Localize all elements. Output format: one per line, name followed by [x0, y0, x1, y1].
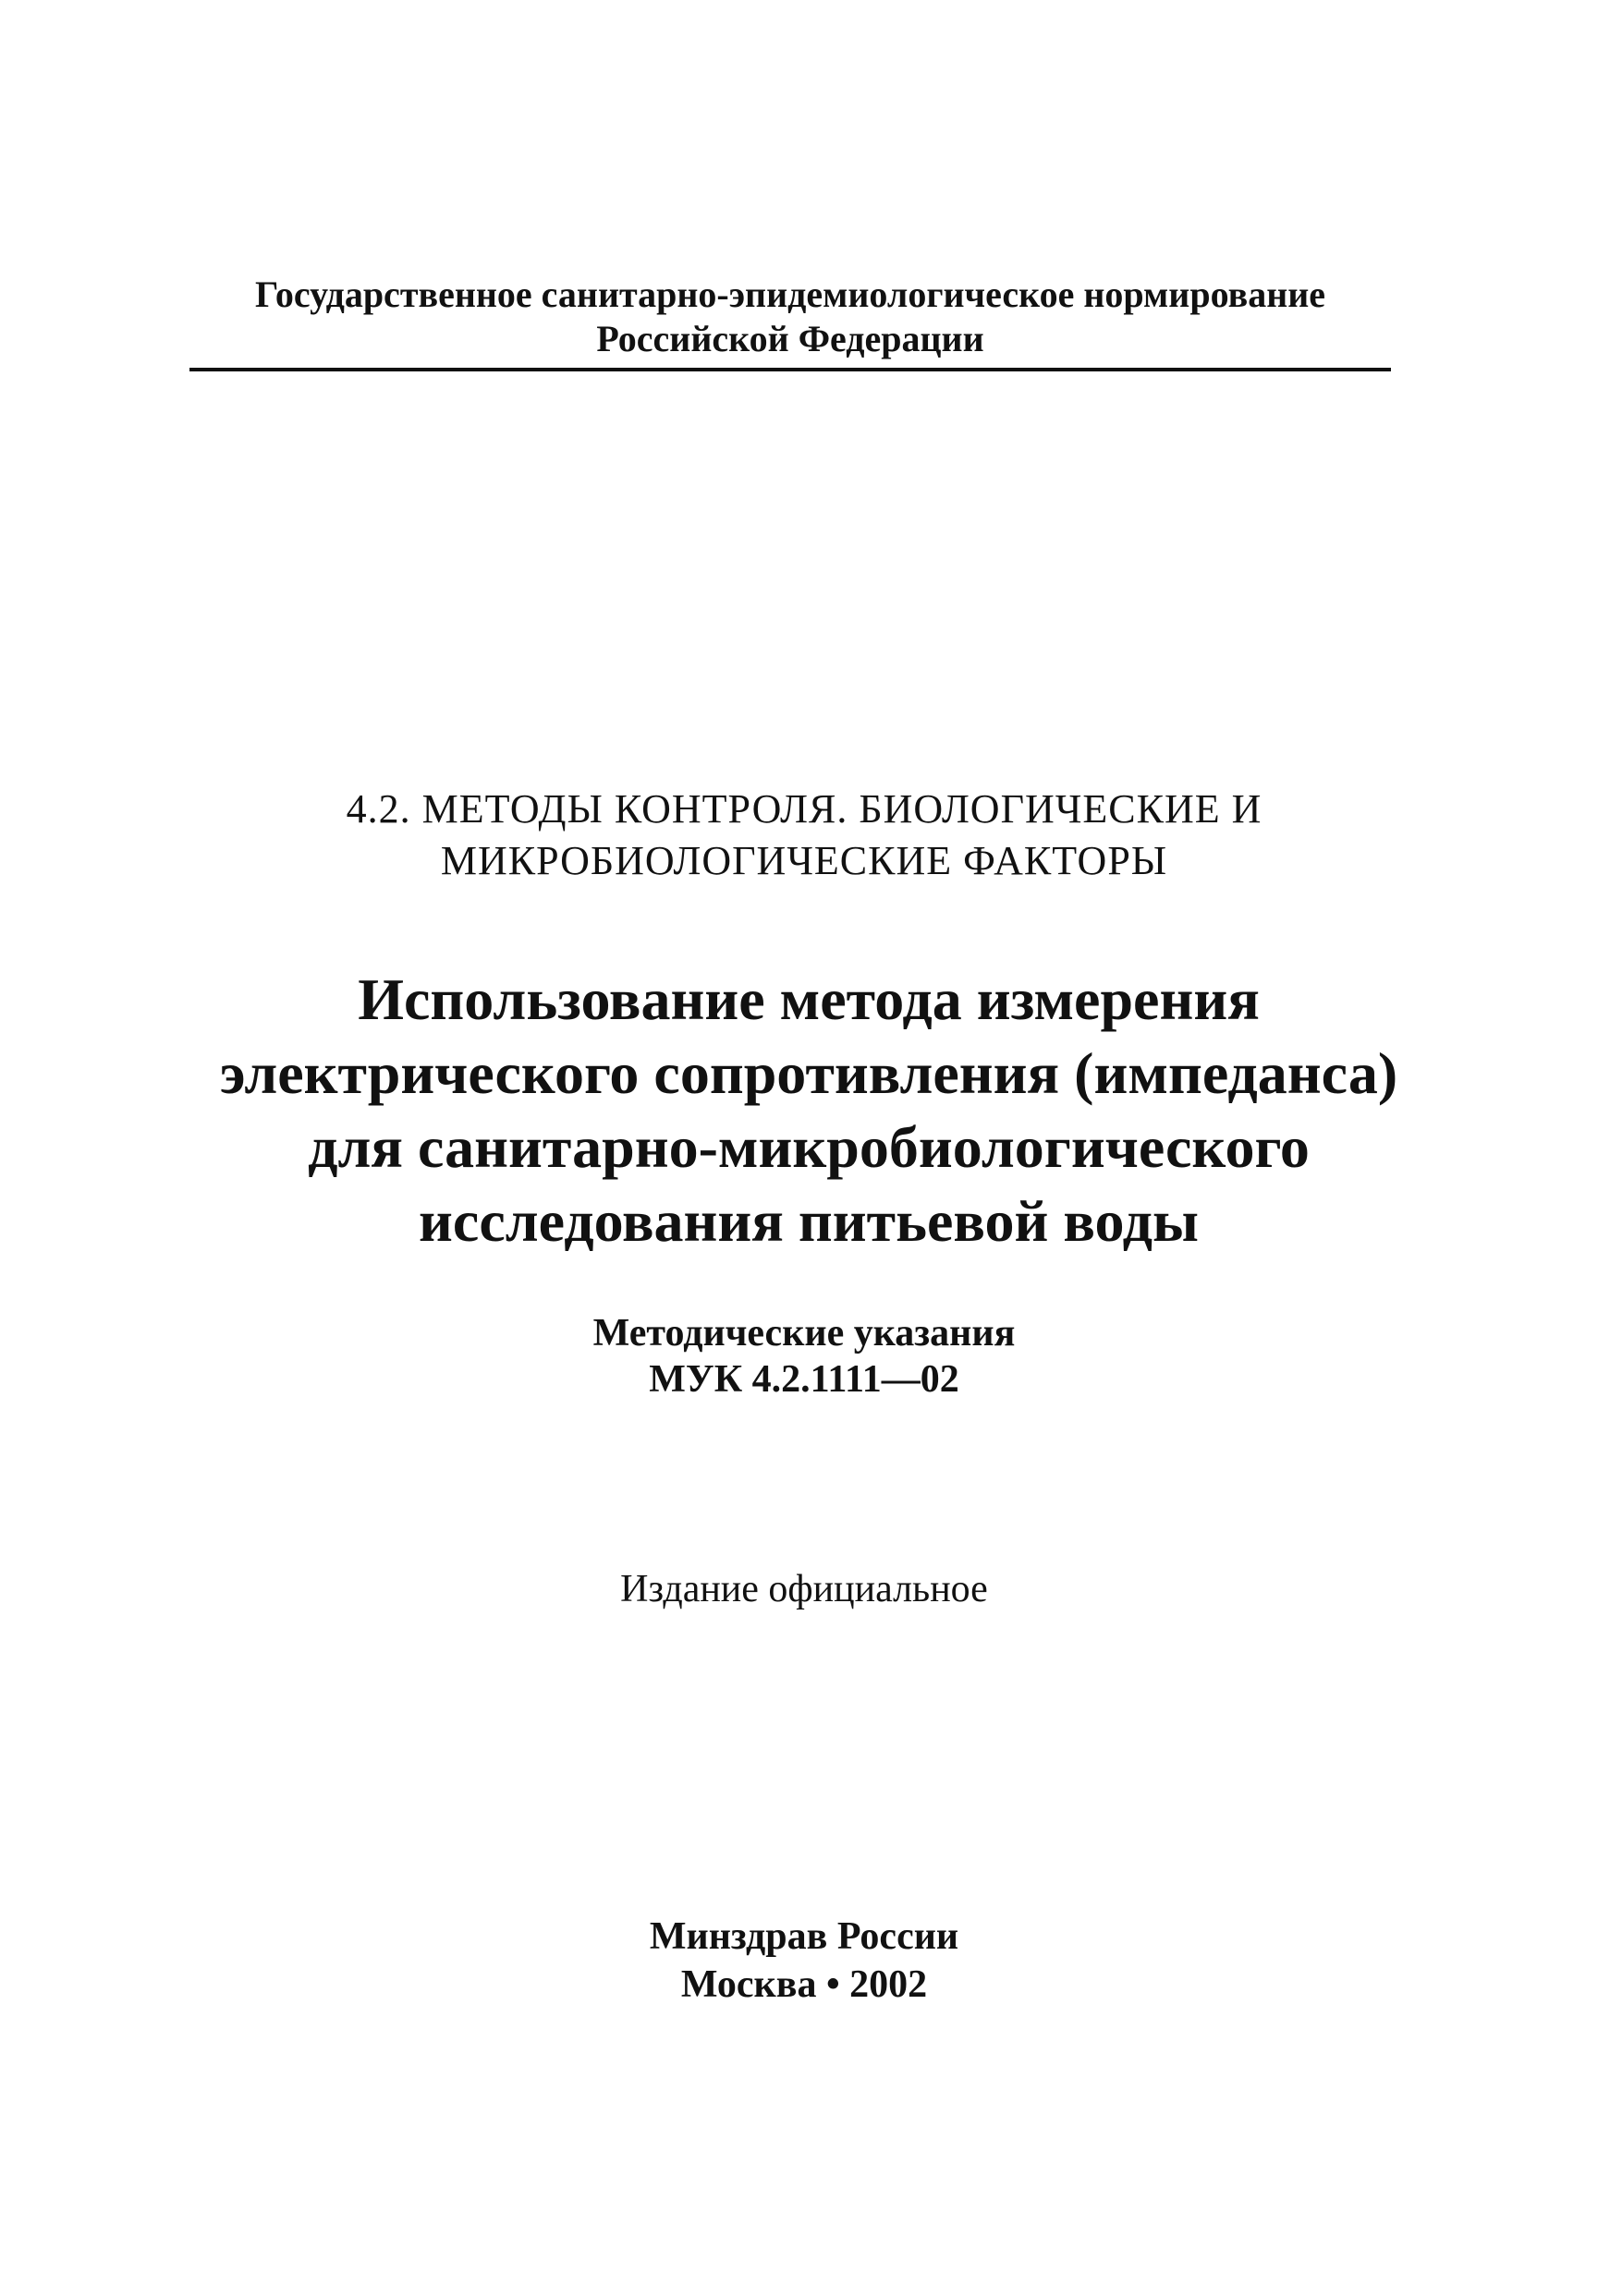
title-line-1: Использование метода измерения	[358, 966, 1260, 1032]
section-line-1: 4.2. МЕТОДЫ КОНТРОЛЯ. БИОЛОГИЧЕСКИЕ И	[346, 786, 1262, 832]
publisher-name: Минздрав России	[649, 1915, 959, 1958]
document-code: МУК 4.2.1111—02	[649, 1358, 959, 1401]
publisher-city-year: Москва • 2002	[680, 1963, 928, 2006]
issuer-line-2: Российской Федерации	[596, 318, 984, 359]
header-divider	[189, 368, 1391, 371]
edition-text: Издание официальное	[620, 1568, 988, 1610]
section-line-2: МИКРОБИОЛОГИЧЕСКИЕ ФАКТОРЫ	[440, 838, 1168, 883]
publisher-block	[319, 1913, 1289, 2009]
title-line-3: для санитарно-микробиологического	[308, 1114, 1310, 1180]
document-type-name: Методические указания	[592, 1312, 1016, 1355]
document-title	[162, 963, 1456, 1258]
title-line-2: электрического сопротивления (импеданса)	[219, 1040, 1398, 1106]
section-heading	[226, 784, 1382, 887]
issuer-header	[189, 273, 1391, 361]
document-type	[319, 1310, 1289, 1403]
issuer-line-1: Государственное санитарно-эпидемиологическое нормирование	[254, 273, 1326, 315]
edition-note	[319, 1566, 1289, 1612]
title-line-4: исследования питьевой воды	[419, 1188, 1199, 1254]
